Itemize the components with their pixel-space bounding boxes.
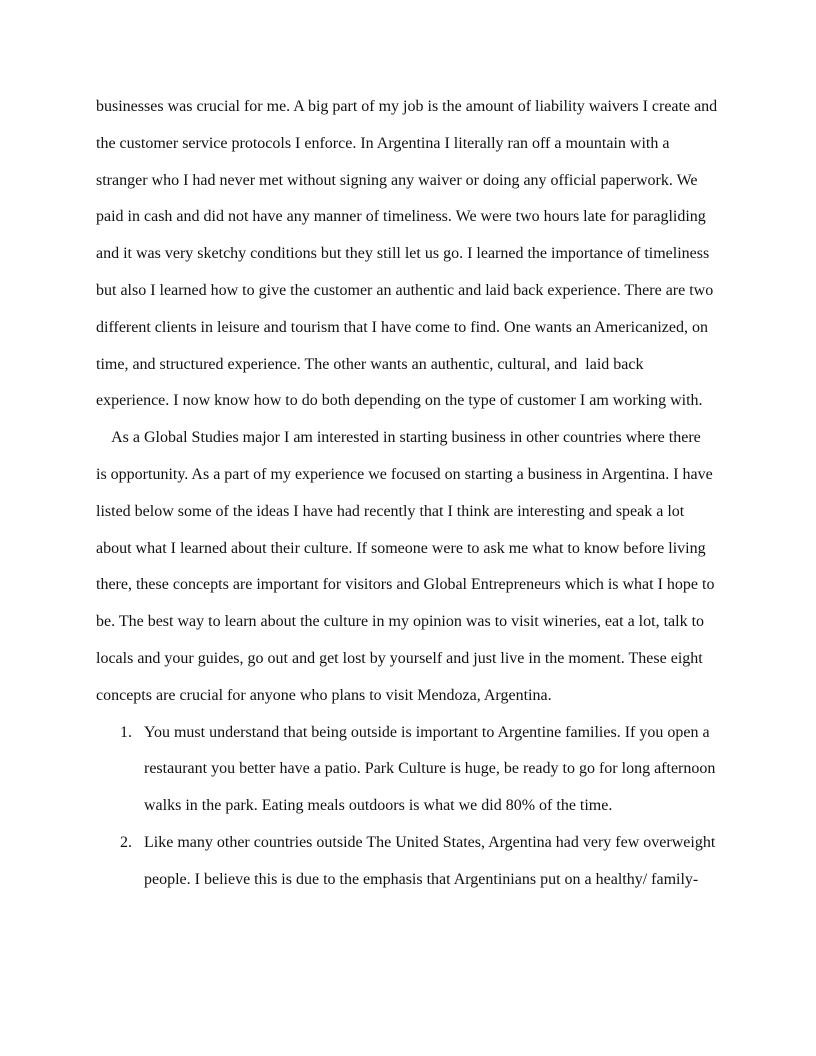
text-line: the customer service protocols I enforce. In Argentina I literally ran off a mountain with a — [96, 134, 670, 152]
text-line: walks in the park. Eating meals outdoors is what we did 80% of the time. — [144, 797, 613, 815]
text-line: be. The best way to learn about the culture in my opinion was to visit wineries, eat a lot, talk to — [96, 613, 705, 631]
paragraph-2 — [96, 420, 720, 714]
text-line: stranger who I had never met without signing any waiver or doing any official paperwork. We — [96, 171, 698, 189]
text-line: paid in cash and did not have any manner of timeliness. We were two hours late for paragliding — [96, 208, 706, 226]
list-number: 2. — [120, 833, 132, 851]
text-line: there, these concepts are important for visitors and Global Entrepreneurs which is what I hope to — [96, 576, 715, 594]
list-number: 1. — [120, 723, 132, 741]
text-line: different clients in leisure and tourism that I have come to find. One wants an Americanized, on — [96, 318, 708, 336]
text-line: businesses was crucial for me. A big part of my job is the amount of liability waivers I create and — [96, 98, 718, 115]
text-line: listed below some of the ideas I have had recently that I think are interesting and speak a lot — [96, 502, 685, 520]
text-line: restaurant you better have a patio. Park Culture is huge, be ready to go for long afternoon — [144, 760, 716, 778]
text-line: You must understand that being outside is important to Argentine families. If you open a — [144, 723, 710, 741]
list-item — [96, 715, 720, 825]
text-line: but also I learned how to give the customer an authentic and laid back experience. There are two — [96, 281, 714, 299]
text-line: experience. I now know how to do both depending on the type of customer I am working with. — [96, 392, 703, 410]
text-line: time, and structured experience. The other wants an authentic, cultural, and laid back — [96, 355, 644, 373]
text-line: concepts are crucial for anyone who plans to visit Mendoza, Argentina. — [96, 686, 552, 704]
text-line: is opportunity. As a part of my experience we focused on starting a business in Argentina. I have — [96, 465, 713, 483]
list-item — [96, 825, 720, 899]
text-line: locals and your guides, go out and get lost by yourself and just live in the moment. These eight — [96, 649, 703, 667]
text-line: and it was very sketchy conditions but they still let us go. I learned the importance of timeliness — [96, 245, 710, 263]
text-line: Like many other countries outside The United States, Argentina had very few overweight — [144, 833, 716, 851]
body-text — [96, 89, 720, 899]
text-line: people. I believe this is due to the emphasis that Argentinians put on a healthy/ family- — [144, 870, 699, 888]
paragraph-1 — [96, 89, 720, 420]
text-line: As a Global Studies major I am interested in starting business in other countries where there — [96, 429, 701, 447]
text-line: about what I learned about their culture. If someone were to ask me what to know before living — [96, 539, 706, 557]
numbered-list — [96, 715, 720, 899]
